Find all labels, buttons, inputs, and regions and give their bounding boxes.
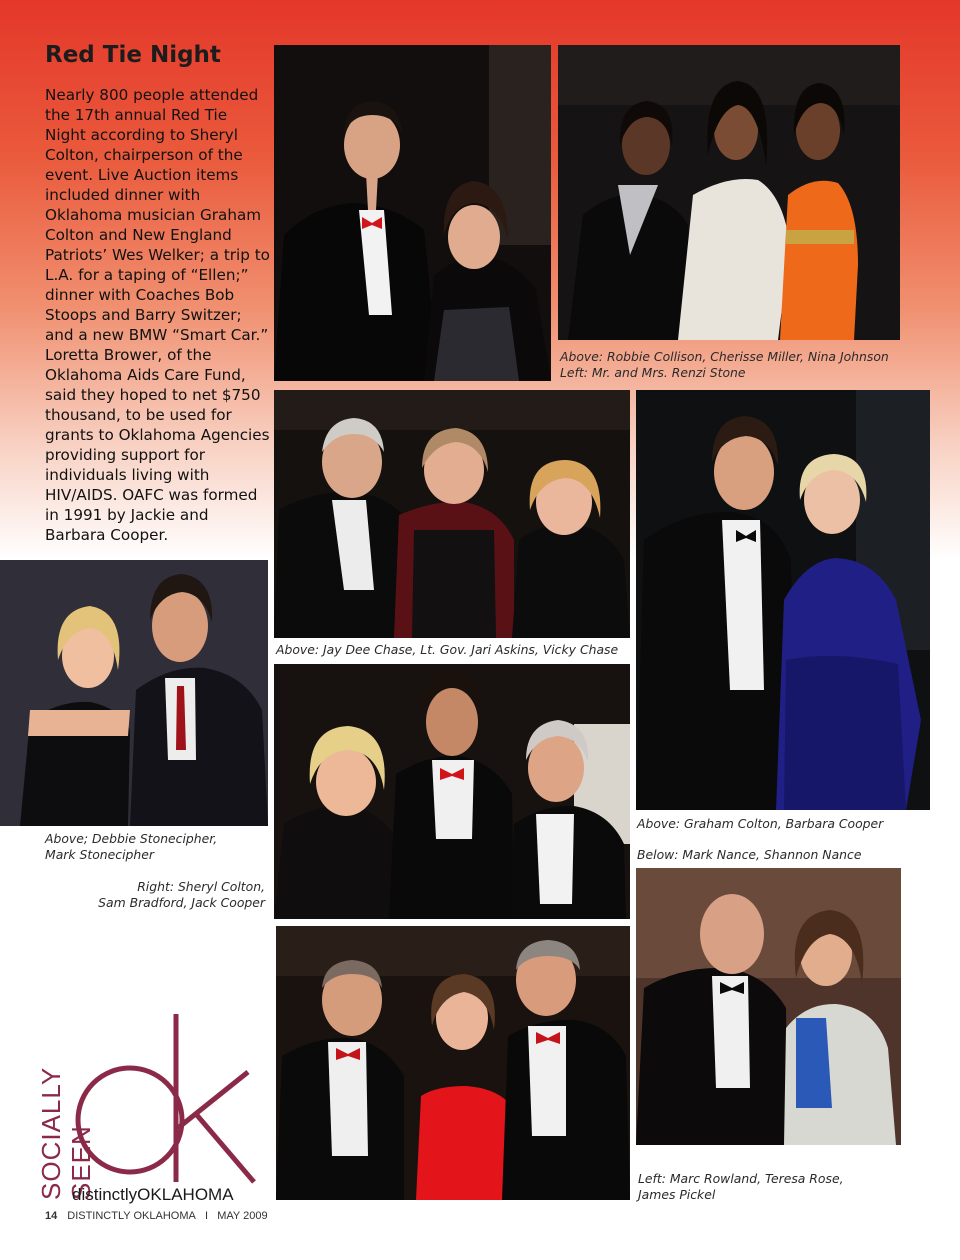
- brand-name: distinctlyOKLAHOMA: [72, 1185, 234, 1204]
- caption-rowland-rose-line2: James Pickel: [638, 1187, 716, 1202]
- caption-collison-miller-johnson: Above: Robbie Collison, Cherisse Miller, Nina Johnson: [560, 349, 889, 364]
- ok-logo: [68, 1010, 258, 1185]
- photo-collison-miller-johnson: [558, 45, 900, 340]
- photo-nance: [636, 868, 901, 1145]
- caption-colton-bradford-line1: Right: Sheryl Colton,: [137, 879, 265, 894]
- article-body: Nearly 800 people attended the 17th annual Red Tie Night according to Sheryl Colton, chairperson of the event. Live Auction items included dinner with Oklahoma musician Graham Colton and New England Patriots’ Wes Welker; a trip to L.A. for a taping of “Ellen;” dinner with Coaches Bob Stoops and Barry Switzer; and a new BMW “Smart Car.” Loretta Brower, of the Oklahoma Aids Care Fund, said they hoped to net $750 thousand, to be used for grants to Oklahoma Agencies providing support for individuals living with HIV/AIDS. OAFC was formed in 1991 by Jackie and Barbara Cooper.: [45, 86, 270, 544]
- photo-rowland-rose-pickel: [276, 926, 630, 1200]
- photo-renzi-stone: [274, 45, 551, 381]
- photo-colton-cooper: [636, 390, 930, 810]
- caption-colton-cooper: Above: Graham Colton, Barbara Cooper: [637, 816, 884, 831]
- section-label: SOCIALLY SEEN: [36, 1067, 96, 1200]
- photo-stonecipher: [0, 560, 268, 826]
- photo-colton-bradford-cooper: [274, 664, 630, 919]
- caption-nance: Below: Mark Nance, Shannon Nance: [637, 847, 862, 862]
- issue-date: MAY 2009: [217, 1210, 268, 1222]
- publication-name: DISTINCTLY OKLAHOMA: [67, 1210, 196, 1222]
- caption-chase-askins: Above: Jay Dee Chase, Lt. Gov. Jari Askins, Vicky Chase: [276, 642, 619, 657]
- page-number: 14: [45, 1210, 58, 1222]
- footer-separator: I: [204, 1210, 209, 1222]
- article-title: Red Tie Night: [45, 42, 221, 68]
- caption-stonecipher-line1: Above; Debbie Stonecipher,: [45, 831, 218, 846]
- photo-chase-askins: [274, 390, 630, 638]
- page-footer: [45, 1210, 268, 1222]
- caption-colton-bradford-line2: Sam Bradford, Jack Cooper: [98, 895, 265, 910]
- caption-stonecipher-line2: Mark Stonecipher: [45, 847, 154, 862]
- caption-renzi-stone: Left: Mr. and Mrs. Renzi Stone: [560, 365, 746, 380]
- caption-rowland-rose-line1: Left: Marc Rowland, Teresa Rose,: [638, 1171, 844, 1186]
